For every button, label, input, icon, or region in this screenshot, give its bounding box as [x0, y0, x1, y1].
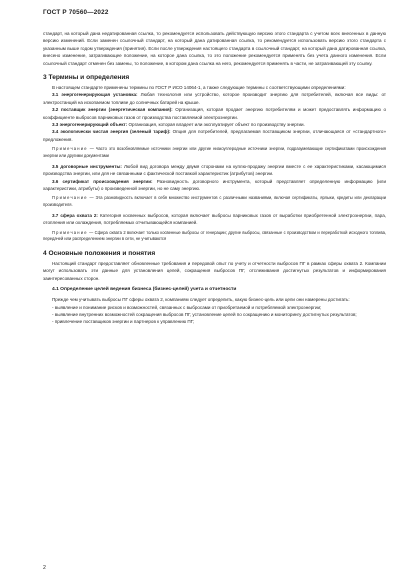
- term-3-7: [43, 212, 386, 227]
- section-3-intro: В настоящем стандарте применены термины по ГОСТ Р ИСО 14064-1, а также следующие термины с соответствующими определениями:: [52, 85, 346, 91]
- page-number: 2: [43, 565, 46, 571]
- term-3-4: [43, 128, 386, 143]
- note-3-7-text: — Сфера охвата 2 включает только косвенные выбросы от генерации; другие выбросы, связанные с производством и переработкой исходного топлива, передачей или распределением энергии в сети, не учитываются: [43, 229, 386, 242]
- term-3-5-name: 3.5 договорные инструменты:: [52, 163, 122, 169]
- term-3-3-def: Организация, которая владеет или эксплуатирует объект по производству энергии.: [128, 122, 305, 128]
- note-3-6: [43, 195, 386, 208]
- term-3-5-def: Любой вид договора между двумя сторонами на куплю-продажу энергии вместе с ее характеристиками, касающимися производства энергии, или для не связанными с фактической поставкой характеристик (атрибутов) энергии.: [43, 163, 386, 177]
- note-3-7: [43, 230, 386, 243]
- section-4-title: 4 Основные положения и понятия: [43, 249, 156, 257]
- term-3-6-name: 3.6 сертификат происхождения энергии:: [52, 178, 153, 184]
- note-3-6-label: Примечание: [52, 195, 88, 201]
- intro-paragraph: стандарт, на который дана недатированная ссылка, то рекомендуется использовать действующую версию этого стандарта с учетом всех внесенных в данную версию изменений. Если заменен ссылочный стандарт, на который дана датированная ссылка, то рекомендуется использовать версию этого стандарта с указанным выше годом утверждения (принятия). Если после утверждения настоящего стандарта в ссылочный стандарт, на который дана датированная ссылка, внесено изменение, затрагивающее положение, на которое дана ссылка, то это положение рекомендуется применять без учета данного изменения. Если ссылочный стандарт отменен без замены, то положение, в котором дана ссылка на него, рекомендуется применять в части, не затрагивающей эту ссылку.: [43, 31, 386, 66]
- list-item: - привлечение поставщиков энергии и партнеров к управлению ПГ;: [52, 319, 195, 325]
- term-3-2-def: Организация, которая продает энергию потребителям и может предоставлять информацию о коэффициенте выбросов парниковых газов от производства поставляемой электроэнергии.: [43, 107, 387, 120]
- term-3-2: [43, 106, 386, 121]
- subsection-4-1-title: 4.1 Определение целей ведения бизнеса (бизнес-целей) учета и отчетности: [52, 287, 237, 293]
- subsection-4-1-intro: Прежде чем учитывать выбросы ПГ сферы охвата 2, компаниям следует определить, какую бизнес-цель или цели они намерены достигать:: [52, 297, 350, 303]
- term-3-4-def: Опция для потребителей, предлагаемая поставщиком энергии, отличающаяся от «стандартного» предложения.: [43, 129, 386, 142]
- term-3-6: [43, 178, 386, 193]
- note-3-7-label: Примечание: [52, 229, 88, 235]
- note-3-6-text: — Эта разновидность включает в себя множество инструментов с различными названиями, включая сертификаты, ярлыки, кредиты или декларации производителя.: [43, 195, 386, 208]
- list-item: - выявление внутренних возможностей сокращения выбросов ПГ, установление целей по сокращению и мониторингу достигнутых результатов;: [52, 311, 357, 317]
- term-3-3-name: 3.3 энергогенерирующий объект:: [52, 122, 128, 128]
- term-3-7-name: 3.7 сфера охвата 2:: [52, 212, 98, 218]
- term-3-6-def: Разновидность договорного инструмента, который представляет определенную информацию (или характеристики, атрибуты) о произведенной энергии, но не саму энергию.: [43, 178, 386, 191]
- term-3-1-def: Любая технология или устройство, которое производит энергию для потребителей, включая все виды: от электростанций на ископаемом топливе до солнечных батарей на крыше.: [43, 92, 386, 105]
- document-body: [43, 30, 386, 326]
- term-3-2-name: 3.2 поставщик энергии (энергетическая компания):: [52, 107, 173, 113]
- section-3-title: 3 Термины и определения: [43, 74, 130, 82]
- list-item: - выявление и понимание рисков и возможностей, связанных с выбросами от приобретаемой и потребляемой электроэнергии;: [52, 304, 322, 310]
- note-3-4-label: Примечание: [52, 146, 88, 152]
- document-header: ГОСТ Р 70560—2022: [43, 9, 109, 16]
- note-3-4-text: — Часто это возобновляемые источники энергии или другие низкоуглеродные источники энергии, подразумевающие сертификатами происхождения энергии или другими документами: [43, 146, 386, 158]
- section-4-intro: Настоящий стандарт предоставляет обновленные требования и передовой опыт по учету и отчетности выбросов ПГ в рамках сферы охвата 2. Компании могут использовать эти данные для установления целей, сокращения выбросов ПГ, отслеживания достигнутых результатов и информирования заинтересованных сторон.: [43, 260, 386, 281]
- term-3-4-name: 3.4 экологически чистая энергия (зеленый тариф):: [52, 129, 171, 135]
- term-3-1: [43, 91, 386, 106]
- note-3-4: [43, 146, 386, 159]
- term-3-5: [43, 163, 386, 178]
- term-3-1-name: 3.1 энергогенерирующая установка:: [52, 92, 138, 98]
- term-3-3: [43, 121, 386, 128]
- term-3-7-def: Категория косвенных выбросов, которая включает выбросы парниковых газов от выработки приобретенной электроэнергии, пара, отопления или охлаждения, потребляемых отчитывающейся компанией.: [43, 212, 386, 226]
